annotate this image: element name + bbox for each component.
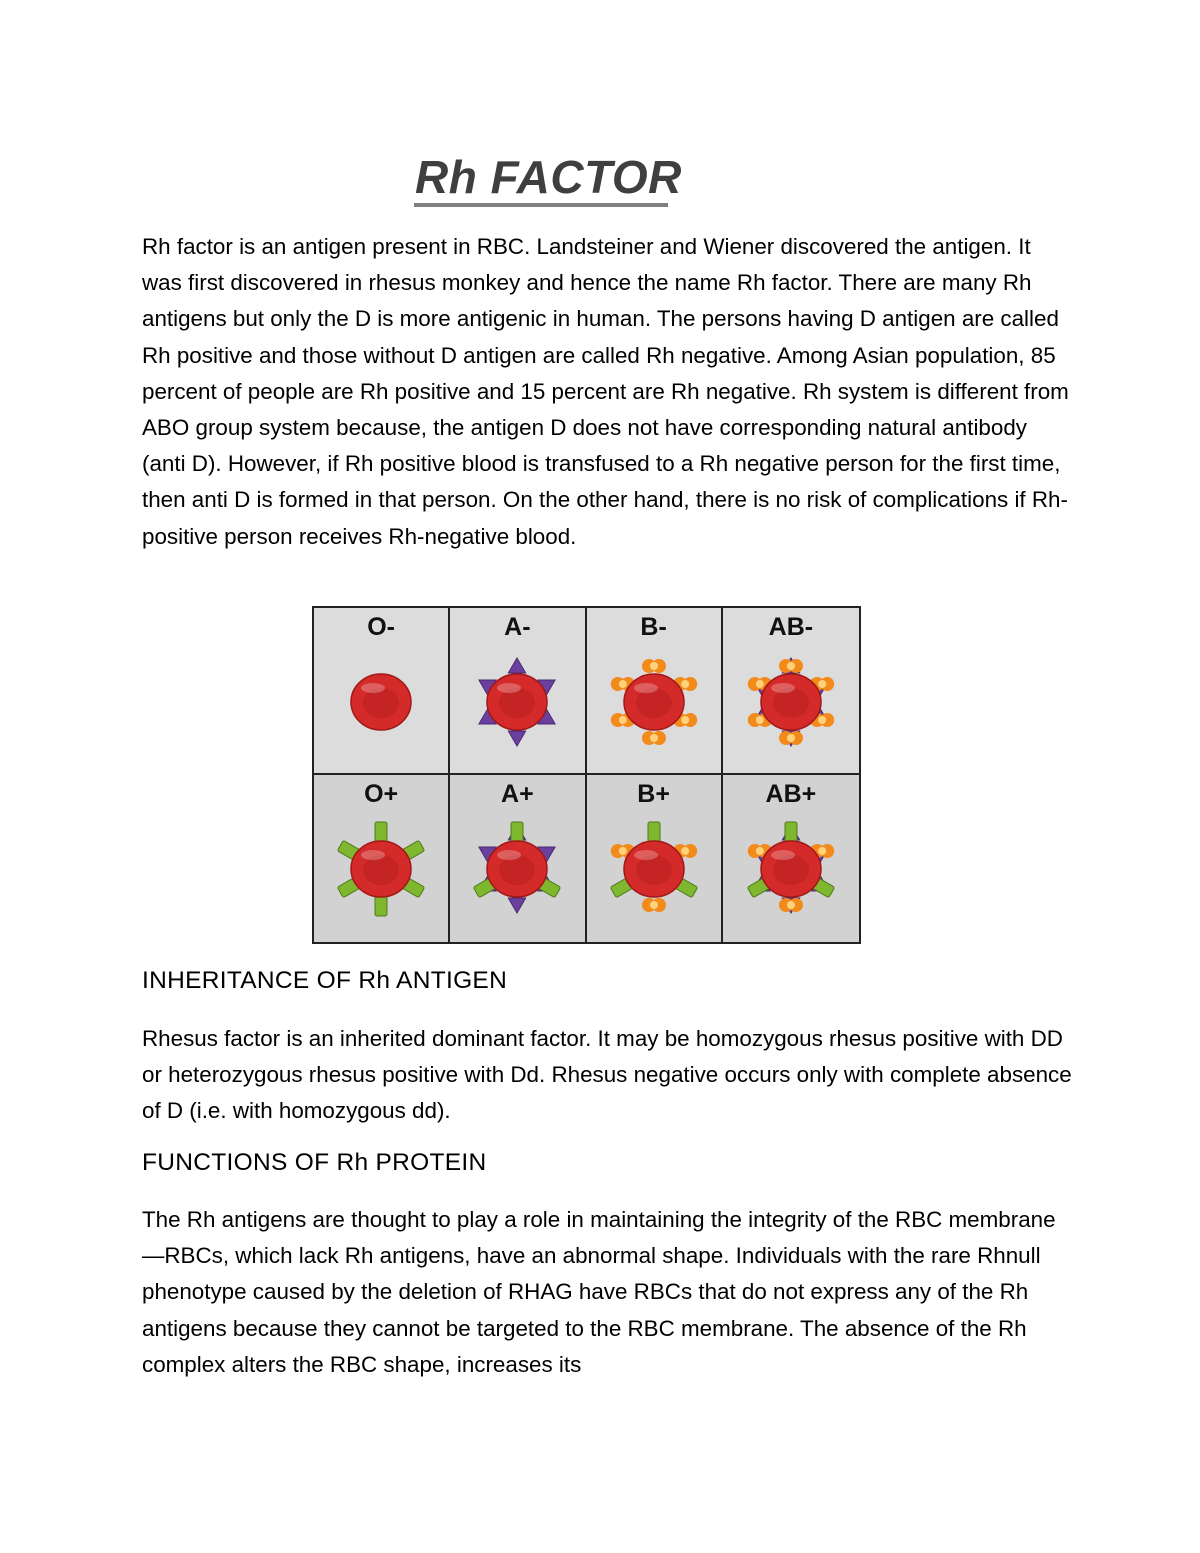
rbc-illustration: [457, 811, 577, 931]
functions-heading: FUNCTIONS OF Rh PROTEIN: [142, 1149, 487, 1176]
blood-group-label: O-: [367, 613, 396, 641]
antigen-a-icon: [509, 731, 526, 746]
rbc-illustration: [594, 811, 714, 931]
rbc-illustration: [594, 644, 714, 764]
blood-group-cell: [587, 608, 723, 775]
blood-group-label: AB-: [768, 613, 814, 641]
rbc-illustration: [457, 644, 577, 764]
blood-group-label: B+: [637, 780, 670, 808]
blood-group-cell: [314, 775, 450, 942]
rbc-illustration: [321, 811, 441, 931]
blood-group-cell: [723, 608, 859, 775]
blood-group-cell: [450, 608, 586, 775]
inheritance-paragraph: Rhesus factor is an inherited dominant factor. It may be homozygous rhesus positive with DD or heterozygous rhesus positive with Dd. Rhesus negative occurs only with complete absence of D (i.e. with homozygous dd).: [142, 1026, 1072, 1124]
antigen-a-icon: [509, 658, 526, 673]
intro-paragraph: Rh factor is an antigen present in RBC. Landsteiner and Wiener discovered the antigen. It was first discovered in rhesus monkey and hence the name Rh factor. There are many Rh antigens but only the D is more antigenic in human. The persons having D antigen are called Rh positive and those without D antigen are called Rh negative. Among Asian population, 85 percent of people are Rh positive and 15 percent are Rh negative. Rh system is different from ABO group system because, the antigen D does not have corresponding natural antibody (anti D). However, if Rh positive blood is transfused to a Rh negative person for the first time, then anti D is formed in that person. On the other hand, there is no risk of complications if Rh-positive person receives Rh-negative blood.: [142, 234, 1069, 549]
title-underline: [414, 203, 668, 207]
blood-group-diagram: [312, 606, 861, 944]
blood-group-cell: [587, 775, 723, 942]
rbc-highlight-icon: [771, 850, 795, 860]
rbc-highlight-icon: [634, 683, 658, 693]
functions-paragraph: The Rh antigens are thought to play a role in maintaining the integrity of the RBC membrane—RBCs, which lack Rh antigens, have an abnormal shape. Individuals with the rare Rhnull phenotype caused by the deletion of RHAG have RBCs that do not express any of the Rh antigens because they cannot be targeted to the RBC membrane. The absence of the Rh complex alters the RBC shape, increases its: [142, 1207, 1056, 1377]
rbc-highlight-icon: [771, 683, 795, 693]
rbc-highlight-icon: [497, 850, 521, 860]
antigen-b-icon: [642, 731, 666, 745]
blood-group-cell: [314, 608, 450, 775]
blood-group-label: A+: [501, 780, 534, 808]
rbc-highlight-icon: [497, 683, 521, 693]
blood-group-label: O+: [364, 780, 399, 808]
rbc-highlight-icon: [634, 850, 658, 860]
inheritance-heading: INHERITANCE OF Rh ANTIGEN: [142, 967, 508, 994]
rbc-illustration: [731, 811, 851, 931]
rbc-highlight-icon: [361, 850, 385, 860]
page-title: Rh FACTOR: [415, 151, 682, 203]
blood-group-label: B-: [640, 613, 667, 641]
rbc-highlight-icon: [361, 683, 385, 693]
antigen-b-icon: [642, 659, 666, 673]
rbc-illustration: [731, 644, 851, 764]
blood-group-label: A-: [504, 613, 531, 641]
blood-group-cell: [723, 775, 859, 942]
blood-group-cell: [450, 775, 586, 942]
antigen-a-icon: [509, 898, 526, 913]
blood-group-label: AB+: [765, 780, 817, 808]
rbc-illustration: [321, 644, 441, 764]
antigen-b-icon: [642, 898, 666, 912]
